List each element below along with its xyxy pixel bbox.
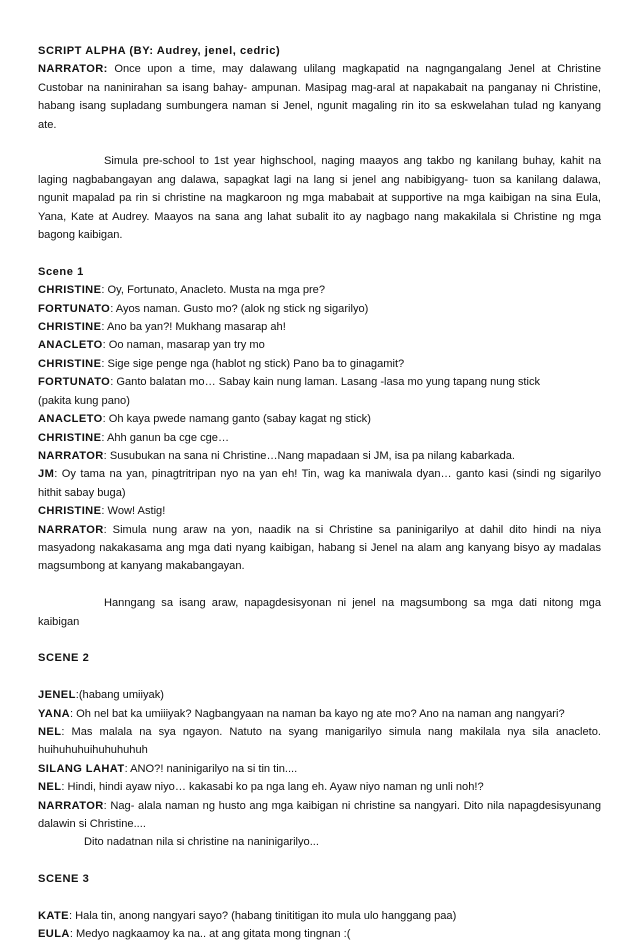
scene-3-heading: SCENE 3	[38, 873, 90, 886]
speaker-label: JM	[38, 468, 55, 481]
dialogue-text: : Ano ba yan?! Mukhang masarap ah!	[101, 321, 286, 334]
scene-1-heading: Scene 1	[38, 265, 84, 278]
dialogue-text: Once upon a time, may dalawang ulilang magkapatid na nagngangalang Jenel at Christine Custobar na naninirahan sa isang bahay- ampunan. Masipag mag-aral at napakabait na panganay ni Christine, habang isang supladang sumbungera naman si Jenel, ngunit magaling rin ito sa eskwelahan tulad ng kanyang ate.	[38, 63, 601, 131]
dialogue-line	[38, 392, 601, 410]
dialogue-line	[38, 336, 601, 354]
dialogue-text: : Oh nel bat ka umiiiyak? Nagbangyaan na naman ba kayo ng ate mo? Ano na naman ang nangyari?	[70, 707, 565, 720]
dialogue-text: : Ahh ganun ba cge cge…	[101, 431, 230, 444]
speaker-label: FORTUNATO	[38, 302, 111, 315]
dialogue-text: : Ayos naman. Gusto mo? (alok ng stick ng sigarilyo)	[110, 302, 369, 315]
speaker-label: JENEL	[38, 689, 76, 702]
dialogue-line	[38, 502, 601, 520]
speaker-label: EULA	[38, 928, 70, 941]
speaker-label: CHRISTINE	[38, 431, 102, 444]
dialogue-line	[38, 907, 601, 925]
speaker-label: NARRATOR	[38, 449, 104, 462]
dialogue-line	[38, 318, 601, 336]
dialogue-line	[38, 723, 601, 760]
dialogue-text: (pakita kung pano)	[38, 394, 130, 407]
dialogue-line	[38, 797, 601, 834]
speaker-label: NARRATOR	[38, 799, 104, 812]
dialogue-line	[38, 760, 601, 778]
dialogue-text: : Susubukan na sana ni Christine…Nang mapadaan si JM, isa pa nilang kabarkada.	[103, 449, 515, 462]
speaker-label: NARRATOR:	[38, 63, 108, 76]
speaker-label: ANACLETO	[38, 413, 103, 426]
dialogue-text: : Ganto balatan mo… Sabay kain nung laman. Lasang -lasa mo yung tapang nung stick	[110, 376, 541, 389]
scene-2-heading: SCENE 2	[38, 652, 90, 665]
dialogue-text: : Oo naman, masarap yan try mo	[102, 339, 265, 352]
dialogue-text: : Mas malala na sya ngayon. Natuto na syang manigarilyo simula nang makilala nya sila anacleto. huihuhuhuihuhuhuhuh	[38, 725, 601, 757]
dialogue-line	[38, 925, 601, 943]
scene-1-closing: Hanngang sa isang araw, napagdesisyonan ni jenel na magsumbong sa mga dati nitong mga kaibigan	[38, 597, 601, 628]
scene-1-dialogue	[38, 281, 601, 576]
speaker-label: KATE	[38, 909, 69, 922]
speaker-label: NEL	[38, 781, 62, 794]
script-title: SCRIPT ALPHA (BY: Audrey, jenel, cedric)	[38, 45, 281, 57]
speaker-label: CHRISTINE	[38, 321, 102, 334]
dialogue-text: : Hala tin, anong nangyari sayo? (habang tinititigan ito mula ulo hanggang paa)	[68, 909, 457, 922]
scene-2-closing: Dito nadatnan nila si christine na naninigarilyo...	[84, 836, 319, 849]
dialogue-line	[38, 300, 601, 318]
dialogue-line	[38, 373, 601, 391]
speaker-label: SILANG LAHAT	[38, 762, 125, 775]
dialogue-line	[38, 281, 601, 299]
dialogue-text: : Nag- alala naman ng husto ang mga kaibigan ni christine sa nangyari. Dito nila napagdesisyunang dalawin si Christine....	[38, 799, 601, 830]
dialogue-line	[38, 355, 601, 373]
intro-paragraph-2: Simula pre-school to 1st year highschool, naging maayos ang takbo ng kanilang buhay, kahit na laging nagbabangayan ang dalawa, sapagkat lagi na lang si jenel ang nabibigyang- tuon sa kanilang dalawa, ngunit mapalad pa rin si christine na magkaroon ng mga mababait at supportive na mga kaibigan na sina Eula, Yana, Kate at Audrey. Maayos na sana ang lahat subalit ito ay nagbago nang makakilala si Christine ng mga bagong kaibigan.	[38, 155, 601, 242]
dialogue-line	[38, 705, 601, 723]
scene-2-dialogue	[38, 686, 601, 852]
dialogue-text: : Oh kaya pwede namang ganto (sabay kagat ng stick)	[102, 413, 371, 426]
dialogue-text: : Oy, Fortunato, Anacleto. Musta na mga pre?	[101, 284, 326, 297]
speaker-label: YANA	[38, 707, 71, 720]
dialogue-text: : ANO?! naninigarilyo na si tin tin....	[124, 762, 298, 775]
dialogue-text: :(habang umiiyak)	[75, 689, 164, 702]
speaker-label: CHRISTINE	[38, 284, 102, 297]
dialogue-text: : Wow! Astig!	[101, 505, 166, 518]
intro-paragraph	[38, 60, 601, 134]
dialogue-line	[38, 778, 601, 796]
dialogue-line	[38, 429, 601, 447]
dialogue-line	[38, 447, 601, 465]
dialogue-line	[38, 521, 601, 576]
speaker-label: ANACLETO	[38, 339, 103, 352]
dialogue-line	[38, 410, 601, 428]
dialogue-line	[38, 465, 601, 502]
dialogue-text: : Hindi, hindi ayaw niyo… kakasabi ko pa nga lang eh. Ayaw niyo naman ng unli noh!?	[61, 781, 484, 794]
speaker-label: FORTUNATO	[38, 376, 111, 389]
dialogue-text: : Medyo nagkaamoy ka na.. at ang gitata mong tingnan :(	[69, 928, 351, 941]
speaker-label: NEL	[38, 725, 62, 738]
speaker-label: CHRISTINE	[38, 505, 102, 518]
speaker-label: NARRATOR	[38, 523, 104, 536]
dialogue-text: : Sige sige penge nga (hablot ng stick) Pano ba to ginagamit?	[101, 357, 405, 370]
dialogue-text: : Oy tama na yan, pinagtritripan nyo na yan eh! Tin, wag ka maniwala dyan… ganto kasi (sindi ng sigarilyo hithit sabay buga)	[38, 468, 601, 499]
speaker-label: CHRISTINE	[38, 357, 102, 370]
scene-3-dialogue	[38, 907, 601, 944]
dialogue-text: : Simula nung araw na yon, naadik na si Christine sa paninigarilyo at dahil dito hindi na niya masyadong nakakasama ang mga dati nyang kaibigan, habang si Jenel na alam ang kanyang bisyo ay madalas magsumbong at kanyang makabangayan.	[38, 523, 601, 573]
dialogue-line	[38, 686, 601, 704]
